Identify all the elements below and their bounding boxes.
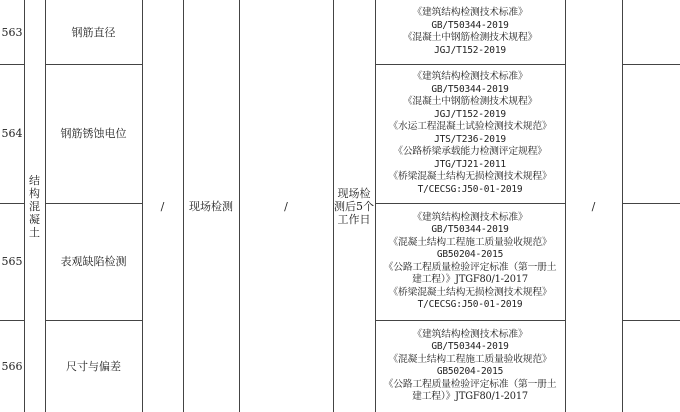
standard-title: 《建筑结构检测技术标准》 xyxy=(412,211,528,223)
standard-code: JTS/T236-2019 xyxy=(434,133,506,145)
category-line: 结构 xyxy=(29,173,40,200)
row-number: 563 xyxy=(1,25,23,39)
standard-code: GB50204-2015 xyxy=(436,366,504,377)
turnaround-line: 测后5个 xyxy=(334,199,374,213)
empty-remarks-cell xyxy=(622,0,680,412)
standards-list xyxy=(375,320,565,412)
standard-title: 《建筑结构检测技术标准》 xyxy=(412,7,528,18)
turnaround-cell xyxy=(333,0,375,412)
standard-code: JGJ/T152-2019 xyxy=(434,44,506,56)
standard-title: 《水运工程混凝土试验检测技术规范》 xyxy=(388,121,552,132)
standard-title: 《混凝土中钢筋检测技术规程》 xyxy=(402,32,538,43)
row-number: 566 xyxy=(1,359,23,373)
row-number: 565 xyxy=(1,255,23,268)
standard-code: JTG/TJ21-2011 xyxy=(434,158,506,170)
standard-title: 《混凝土结构工程施工质量验收规范》 xyxy=(388,236,552,248)
standard-title: 《建筑结构检测技术标准》 xyxy=(412,328,528,340)
slash-cell: / xyxy=(160,199,165,213)
test-item: 钢筋直径 xyxy=(71,25,116,39)
turnaround-line: 工作日 xyxy=(337,212,371,226)
standard-title: 《混凝土中钢筋检测技术规程》 xyxy=(402,96,538,107)
standard-title: 《桥梁混凝土结构无损检测技术规程》 xyxy=(388,171,552,182)
standard-code: GB/T50344-2019 xyxy=(431,341,509,352)
method-cell: 现场检测 xyxy=(189,199,233,213)
standard-code: GB/T50344-2019 xyxy=(431,83,509,95)
category-cell xyxy=(24,0,45,412)
standard-code: T/CECSG:J50-01-2019 xyxy=(417,183,523,195)
standard-code: T/CECSG:J50-01-2019 xyxy=(417,299,523,310)
turnaround-line: 现场检 xyxy=(337,186,371,200)
standard-title: 《公路桥梁承载能力检测评定规程》 xyxy=(393,146,547,157)
test-item: 尺寸与偏差 xyxy=(66,359,121,373)
standard-title: 《混凝土结构工程施工质量验收规范》 xyxy=(388,353,552,365)
standard-code: GB/T50344-2019 xyxy=(431,19,509,31)
standard-title: 《公路工程质量检验评定标准（第一册土 xyxy=(383,378,557,390)
slash-cell: / xyxy=(591,199,596,213)
standard-title: 《公路工程质量检验评定标准（第一册土 xyxy=(383,261,557,273)
standard-code: GB/T50344-2019 xyxy=(431,224,509,235)
standard-title: 建工程）》JTGF80/1-2017 xyxy=(412,391,528,402)
standard-title: 《桥梁混凝土结构无损检测技术规程》 xyxy=(388,286,552,298)
standard-title: 《建筑结构检测技术标准》 xyxy=(412,71,528,82)
standard-title: 建工程）》JTGF80/1-2017 xyxy=(412,274,528,285)
category-line: 土 xyxy=(29,225,40,239)
standard-code: JGJ/T152-2019 xyxy=(434,108,506,120)
row-number: 564 xyxy=(1,127,23,140)
standards-list xyxy=(375,64,565,203)
standard-code: GB50204-2015 xyxy=(436,249,504,260)
slash-cell: / xyxy=(284,199,288,213)
category-line: 混凝 xyxy=(29,199,40,226)
test-item: 表观缺陷检测 xyxy=(60,255,127,268)
standards-list xyxy=(375,203,565,320)
standards-list xyxy=(375,0,565,64)
test-item: 钢筋锈蚀电位 xyxy=(60,127,127,140)
